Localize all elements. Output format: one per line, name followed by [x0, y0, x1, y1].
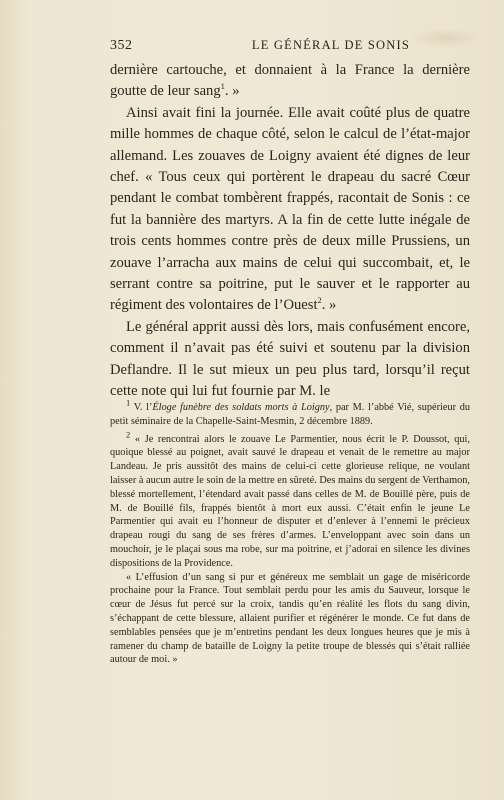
footnote-2: $^2$ « Je rencontrai alors le zouave Le Parmentier, nous écrit le P. Doussot, qui, quoique blessé au poignet, avait sauvé le drapeau et venait de le remettre au major Landeau. Je pris aussitôt des mains de celui-ci cette glorieuse relique, ne voulant laisser à aucun autre le soin de la mettre en sûreté. Des mains du sergent de Verthamon, blessé mortellement, l’étendard avait passé dans celles de M. de Bouillé père, puis de M. de Bouillé fils, frappés bientôt à mort eux aussi. C’était enfin le jeune Le Parmentier qui avait eu l’honneur de disputer et d’enlever à l’ennemi le précieux drapeau rougi du sang de ses frères d’armes. L’enveloppant avec soin dans un mouchoir, je le plaçai sous ma robe, sur ma poitrine, et j’adorai en silence les divines dispositions de la Providence. — [110, 429, 470, 569]
footnotes — [110, 397, 470, 667]
paragraph-3: Le général apprit aussi dès lors, mais confusément encore, comment il n’avait pas été suivi et soutenu par la division Deflandre. Il le sut mieux un peu plus tard, lorsqu’il reçut cette note qui lui fut fournie par M. le — [110, 318, 470, 400]
paragraph-1: dernière cartouche, et donnaient à la France la dernière goutte de leur sang$^1$. » — [110, 62, 470, 100]
main-text — [110, 60, 470, 403]
footnote-2-continued: « L’effusion d’un sang si pur et généreux me semblait un gage de miséricorde prochaine pour la France. Tout semblait perdu pour les amis du Sauveur, lorsque le cœur de Jésus fut percé sur la croix, tandis qu’en réalité les flots du sang divin, s’échappant de cette blessure, allaient purifier et régénérer le monde. Ce fut dans de semblables pensées que je m’entretins pendant les deux longues heures que je mis à ramener du champ de bataille de Loigny la petite troupe de blessés qui s’était ralliée autour de moi. » — [110, 571, 470, 666]
footnote-1-title: Éloge funèbre des soldats morts à Loigny — [152, 402, 330, 413]
page-number: 352 — [110, 38, 133, 53]
footnote-1: $^1$ V. l’Éloge funèbre des soldats morts à Loigny, par M. l’abbé Vié, supérieur du petit séminaire de la Chapelle-Saint-Mesmin, 2 décembre 1889. — [110, 397, 470, 427]
running-title: LE GÉNÉRAL DE SONIS — [251, 38, 410, 52]
paragraph-2: Ainsi avait fini la journée. Elle avait coûté plus de quatre mille hommes de chaque côté, selon le calcul de l’état-major allemand. Les zouaves de Loigny avaient été dignes de leur chef. « Tous ceux qui portèrent le drapeau du sacré Cœur pendant le combat tombèrent frappés, racontait de Sonis : ce fut la bannière des martyrs. A la fin de cette lutte inégale de trois cents hommes contre près de deux mille Prussiens, un zouave l’arracha aux mains de celui qui succombait, et, le serrant contre sa poitrine, put le sauver et le rapporter au régiment des volontaires de l’Ouest$^2$. » — [110, 104, 470, 314]
footnote-ref-2: 2 — [317, 295, 322, 306]
footnote-ref-1: 1 — [220, 81, 225, 92]
page-header — [110, 38, 472, 54]
